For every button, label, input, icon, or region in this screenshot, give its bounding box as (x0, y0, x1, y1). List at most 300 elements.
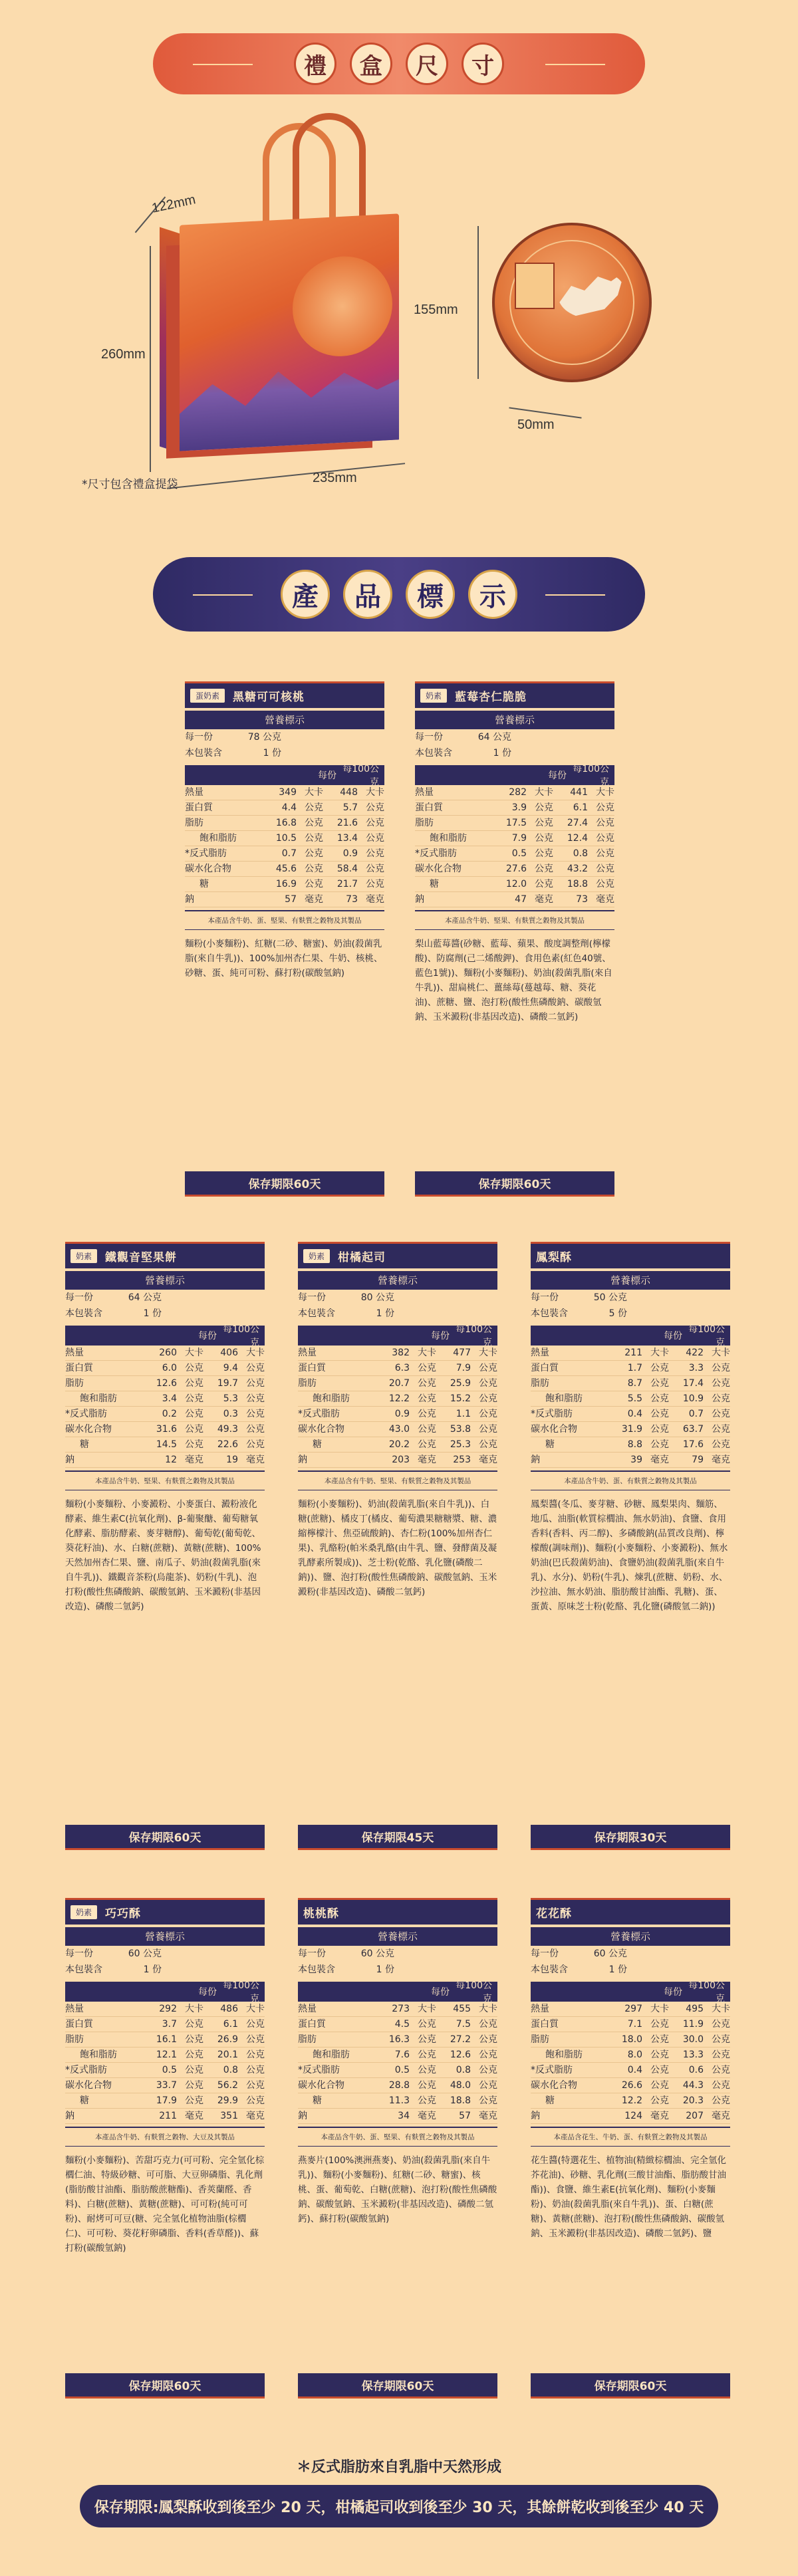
serving-size-label: 每一份 (298, 1292, 326, 1303)
nutrient-name: 蛋白質 (415, 802, 443, 813)
serving-size-label: 每一份 (298, 1948, 326, 1959)
nutrient-name: 碳水化合物 (531, 2080, 577, 2091)
allergen-note: 本產品含花生、牛奶、蛋、有麩質之穀物及其製品 (531, 2127, 730, 2147)
unit-label: 公克 (712, 1439, 730, 1450)
unit-label: 公克 (650, 1393, 669, 1404)
per-serving-value: 6.0 (162, 1363, 177, 1373)
nutrient-name: 熱量 (531, 1347, 549, 1358)
per-100g-value: 15.2 (450, 1393, 471, 1404)
nutrition-row (185, 862, 384, 877)
nutrient-name: 熱量 (65, 2004, 84, 2014)
nutrition-heading: 營養標示 (531, 1927, 730, 1946)
nutrient-name: *反式脂肪 (185, 848, 227, 859)
per-100g-value: 0.7 (688, 1409, 704, 1419)
servings-per-pack-row (65, 1306, 265, 1322)
nutrient-name: 蛋白質 (65, 2019, 93, 2030)
nutrition-row (415, 862, 614, 877)
unit-label: 毫克 (712, 2111, 730, 2121)
diet-badge: 蛋奶素 (190, 689, 225, 703)
per-serving-value: 12.0 (505, 879, 527, 889)
ingredients-text: 燕麥片(100%澳洲燕麥)、奶油(殺菌乳脂(來自牛乳))、麵粉(小麥麵粉)、紅糖(二砂、糖蜜)、核桃、蛋、葡萄乾、白糖(蔗糖)、泡打粉(酸性焦磷酸鈉、碳酸氫鈉、玉米澱粉(非基因改造)、磷酸二氫鈣)、蘇打粉(碳酸氫鈉) (298, 2155, 497, 2224)
nutrient-name: 糖 (313, 2095, 322, 2106)
per-100g-value: 27.2 (450, 2034, 471, 2045)
nutrient-name: 熱量 (298, 2004, 317, 2014)
nutrient-name: *反式脂肪 (65, 1409, 107, 1419)
nutrition-table-header (298, 1982, 497, 2002)
per-serving-value: 20.2 (388, 1439, 410, 1450)
product-name: 花花酥 (536, 1907, 572, 1921)
unit-label: 公克 (712, 1393, 730, 1404)
unit-label: 公克 (650, 2065, 669, 2075)
nutrient-name: 糖 (430, 879, 439, 889)
unit-label: 公克 (479, 1363, 497, 1373)
unit-label: 公克 (712, 2019, 730, 2030)
serving-size-label: 每一份 (415, 732, 443, 743)
ingredients-text: 花生醬(特選花生、植物油(精緻棕櫚油、完全氫化芥花油)、砂糖、乳化劑(三酸甘油酯、脂肪酸甘油酯))、食鹽、維生素E(抗氧化劑)、麵粉(小麥麵粉)、奶油(殺菌乳脂(來自牛乳))、蛋、白糖(蔗糖)、黃糖(蔗糖)、泡打粉(酸性焦磷酸鈉、碳酸氫鈉、玉米澱粉(非基因改造)、磷酸二氫鈣)、鹽 (531, 2155, 727, 2239)
per-100g-value: 18.8 (450, 2095, 471, 2106)
unit-label: 公克 (185, 2019, 203, 2030)
per-100g-value: 486 (220, 2004, 238, 2014)
nutrition-row (65, 1437, 265, 1453)
nutrition-row (298, 1437, 497, 1453)
nutrition-row (415, 816, 614, 831)
per-100g-value: 5.3 (223, 1393, 238, 1404)
unit-label: 公克 (185, 2065, 203, 2075)
per-100g-value: 25.9 (450, 1378, 471, 1389)
per-100g-value: 441 (570, 787, 588, 798)
unit-label: 毫克 (650, 1455, 669, 1465)
size-note: *尺寸包含禮盒提袋 (82, 478, 178, 491)
per-100g-value: 10.9 (682, 1393, 704, 1404)
product-card (65, 1898, 265, 2256)
nutrient-name: 蛋白質 (298, 1363, 326, 1373)
unit-label: 公克 (479, 2034, 497, 2045)
unit-label: 公克 (418, 2095, 436, 2106)
bag-width-label: 235mm (313, 471, 357, 485)
per-serving-column: 每份 (664, 1987, 682, 1998)
unit-label: 公克 (185, 1393, 203, 1404)
unit-label: 公克 (650, 2019, 669, 2030)
unit-label: 公克 (418, 2034, 436, 2045)
per-serving-value: 349 (279, 787, 297, 798)
nutrition-heading: 營養標示 (65, 1271, 265, 1290)
per-serving-value: 14.5 (156, 1439, 177, 1450)
unit-label: 公克 (185, 2034, 203, 2045)
servings-per-pack-row (531, 1962, 730, 1978)
serving-size-row (185, 729, 384, 745)
per-100g-column: 每100公克 (342, 764, 379, 788)
nutrient-name: 碳水化合物 (65, 1424, 112, 1435)
nutrient-name: *反式脂肪 (531, 2065, 573, 2075)
nutrition-row (531, 1453, 730, 1468)
allergen-note: 本產品含牛奶、蛋、堅果、有麩質之穀物及其製品 (185, 910, 384, 930)
per-serving-value: 1.7 (627, 1363, 642, 1373)
unit-label: 公克 (479, 1424, 497, 1435)
nutrient-name: 熱量 (415, 787, 434, 798)
ingredients-text: 麵粉(小麥麵粉、小麥澱粉、小麥蛋白、澱粉液化酵素、維生素C(抗氧化劑)、β-葡聚醣、葡萄糖氧化酵素、脂肪酵素、麥芽糖醇)、葡萄乾(葡萄乾、葵花籽油)、水、白糖(蔗糖)、黃糖(蔗糖)、100%天然加州杏仁果、鹽、南瓜子、奶油(殺菌乳脂(來自牛乳))、鐵觀音茶粉(烏龍茶)、奶粉(牛乳)、泡打粉(酸性焦磷酸鈉、碳酸氫鈉、玉米澱粉(非基因改造)、磷酸二氫鈣) (65, 1499, 261, 1612)
nutrient-name: 鈉 (185, 894, 194, 905)
unit-label: 大卡 (535, 787, 553, 798)
nutrition-row (65, 1453, 265, 1468)
nutrition-row (185, 800, 384, 816)
nutrition-row (65, 2017, 265, 2032)
per-100g-value: 207 (686, 2111, 704, 2121)
servings-per-pack-label: 本包裝含 (65, 1964, 102, 1975)
per-serving-value: 0.9 (394, 1409, 410, 1419)
diet-badge: 奶素 (420, 689, 447, 703)
nutrient-name: 蛋白質 (185, 802, 213, 813)
unit-label: 毫克 (479, 2111, 497, 2121)
allergen-note: 本產品含有牛奶、堅果、有麩質之穀物及其製品 (298, 1470, 497, 1490)
nutrition-row (185, 846, 384, 862)
per-serving-value: 7.9 (511, 833, 527, 844)
diet-badge: 奶素 (70, 1905, 97, 1919)
shelf-life-bar: 保存期限60天 (531, 2373, 730, 2399)
per-100g-value: 43.2 (567, 864, 588, 874)
nutrition-row (65, 2093, 265, 2109)
serving-size-label: 每一份 (65, 1948, 93, 1959)
nutrient-name: 碳水化合物 (531, 1424, 577, 1435)
unit-label: 公克 (712, 2095, 730, 2106)
nutrient-name: 飽和脂肪 (200, 833, 237, 844)
per-100g-value: 17.4 (682, 1378, 704, 1389)
product-header (185, 681, 384, 708)
per-100g-value: 5.7 (342, 802, 358, 813)
per-100g-value: 0.8 (573, 848, 588, 859)
per-100g-column: 每100公克 (688, 1980, 725, 2004)
per-100g-value: 44.3 (682, 2080, 704, 2091)
nutrition-row (415, 877, 614, 892)
per-serving-value: 8.7 (627, 1378, 642, 1389)
serving-size-value: 78 公克 (247, 732, 281, 743)
serving-size-value: 60 公克 (128, 1948, 162, 1959)
unit-label: 公克 (246, 2049, 265, 2060)
per-100g-value: 56.2 (217, 2080, 238, 2091)
nutrient-name: 脂肪 (415, 818, 434, 828)
serving-size-value: 60 公克 (360, 1948, 394, 1959)
nutrient-name: 糖 (545, 1439, 555, 1450)
unit-label: 毫克 (185, 2111, 203, 2121)
nutrient-name: 脂肪 (185, 818, 203, 828)
unit-label: 公克 (246, 1378, 265, 1389)
per-100g-column: 每100公克 (456, 1980, 492, 2004)
nutrient-name: 飽和脂肪 (545, 1393, 583, 1404)
bag-height-label: 260mm (101, 347, 146, 362)
nutrient-name: 飽和脂肪 (313, 2049, 350, 2060)
nutrition-row (298, 1422, 497, 1437)
per-serving-value: 0.4 (627, 1409, 642, 1419)
nutrition-row (531, 1407, 730, 1422)
nutrition-heading: 營養標示 (531, 1271, 730, 1290)
servings-per-pack-value: 1 份 (143, 1308, 162, 1319)
per-serving-value: 10.5 (275, 833, 297, 844)
per-serving-value: 382 (392, 1347, 410, 1358)
bag-depth-label: 122mm (150, 192, 198, 216)
nutrition-row (65, 2109, 265, 2124)
bag-width-line (167, 463, 405, 489)
servings-per-pack-value: 1 份 (376, 1964, 394, 1975)
unit-label: 公克 (185, 1409, 203, 1419)
product-header (65, 1898, 265, 1925)
per-100g-value: 7.9 (456, 1363, 471, 1373)
nutrient-name: 碳水化合物 (185, 864, 231, 874)
servings-per-pack-value: 1 份 (143, 1964, 162, 1975)
per-serving-value: 16.3 (388, 2034, 410, 2045)
nutrition-heading: 營養標示 (298, 1927, 497, 1946)
nutrition-row (185, 892, 384, 907)
unit-label: 毫克 (418, 1455, 436, 1465)
product-header (415, 681, 614, 708)
cookie-tin-image (492, 223, 652, 382)
servings-per-pack-label: 本包裝含 (531, 1308, 568, 1319)
unit-label: 大卡 (596, 787, 614, 798)
per-serving-value: 12.1 (156, 2049, 177, 2060)
banner-flourish-left (193, 64, 253, 65)
unit-label: 公克 (366, 848, 384, 859)
per-serving-value: 4.5 (394, 2019, 410, 2030)
per-100g-value: 0.9 (342, 848, 358, 859)
nutrition-row (65, 2002, 265, 2017)
per-100g-value: 406 (220, 1347, 238, 1358)
unit-label: 公克 (185, 1439, 203, 1450)
unit-label: 毫克 (246, 2111, 265, 2121)
nutrition-row (531, 2048, 730, 2063)
product-card (298, 1898, 497, 2226)
per-serving-value: 282 (509, 787, 527, 798)
per-serving-value: 0.2 (162, 1409, 177, 1419)
per-serving-value: 3.7 (162, 2019, 177, 2030)
per-100g-value: 26.9 (217, 2034, 238, 2045)
nutrition-table-header (65, 1982, 265, 2002)
unit-label: 公克 (246, 2065, 265, 2075)
nutrition-row (415, 831, 614, 846)
unit-label: 公克 (535, 879, 553, 889)
per-100g-value: 29.9 (217, 2095, 238, 2106)
nutrition-row (298, 2109, 497, 2124)
nutrition-row (298, 2017, 497, 2032)
product-name: 鳳梨酥 (536, 1251, 572, 1264)
nutrition-row (298, 1376, 497, 1391)
per-serving-value: 203 (392, 1455, 410, 1465)
per-serving-value: 7.1 (627, 2019, 642, 2030)
per-100g-value: 12.6 (450, 2049, 471, 2060)
nutrition-row (298, 2078, 497, 2093)
serving-size-row (415, 729, 614, 745)
nutrition-row (298, 1407, 497, 1422)
unit-label: 大卡 (479, 2004, 497, 2014)
per-100g-value: 11.9 (682, 2019, 704, 2030)
per-serving-value: 211 (624, 1347, 642, 1358)
nutrient-name: 糖 (313, 1439, 322, 1450)
banner-char: 盒 (350, 43, 392, 85)
per-serving-value: 16.9 (275, 879, 297, 889)
nutrient-name: 熱量 (65, 1347, 84, 1358)
serving-size-label: 每一份 (531, 1948, 559, 1959)
bag-handle-back (293, 113, 366, 233)
per-100g-value: 448 (340, 787, 358, 798)
per-serving-value: 27.6 (505, 864, 527, 874)
shelf-life-bar: 保存期限60天 (298, 2373, 497, 2399)
unit-label: 公克 (650, 1378, 669, 1389)
banner-char: 禮 (294, 43, 336, 85)
nutrition-row (65, 1422, 265, 1437)
unit-label: 毫克 (479, 1455, 497, 1465)
unit-label: 公克 (305, 879, 323, 889)
nutrient-name: 蛋白質 (65, 1363, 93, 1373)
unit-label: 毫克 (185, 1455, 203, 1465)
nutrition-row (531, 2017, 730, 2032)
unit-label: 毫克 (535, 894, 553, 905)
per-100g-value: 73 (346, 894, 358, 905)
banner-char: 標 (406, 570, 455, 619)
product-card (65, 1242, 265, 1614)
per-serving-column: 每份 (548, 770, 567, 781)
gift-box-size-banner (153, 33, 645, 94)
allergen-note: 本產品含牛奶、有麩質之穀物、大豆及其製品 (65, 2127, 265, 2147)
bag-mountain-graphic (180, 346, 399, 451)
per-serving-value: 12 (165, 1455, 177, 1465)
unit-label: 公克 (418, 2080, 436, 2091)
unit-label: 公克 (246, 2034, 265, 2045)
per-100g-value: 0.8 (223, 2065, 238, 2075)
unit-label: 公克 (305, 818, 323, 828)
unit-label: 公克 (650, 2034, 669, 2045)
nutrient-name: 脂肪 (531, 1378, 549, 1389)
product-card (298, 1242, 497, 1599)
serving-size-value: 64 公克 (128, 1292, 162, 1303)
product-header (298, 1242, 497, 1268)
per-100g-value: 20.3 (682, 2095, 704, 2106)
per-100g-value: 63.7 (682, 1424, 704, 1435)
nutrition-row (65, 1407, 265, 1422)
per-serving-value: 273 (392, 2004, 410, 2014)
nutrition-row (298, 2063, 497, 2078)
product-name: 柑橘起司 (338, 1251, 386, 1264)
unit-label: 公克 (246, 2080, 265, 2091)
nutrition-table-header (531, 1326, 730, 1346)
nutrient-name: 糖 (80, 2095, 89, 2106)
unit-label: 公克 (185, 2080, 203, 2091)
nutrient-name: 鈉 (65, 1455, 74, 1465)
unit-label: 大卡 (650, 2004, 669, 2014)
unit-label: 公克 (366, 879, 384, 889)
serving-size-row (65, 1290, 265, 1306)
per-serving-column: 每份 (318, 770, 336, 781)
nutrition-row (298, 1453, 497, 1468)
per-serving-value: 16.8 (275, 818, 297, 828)
unit-label: 公克 (418, 1363, 436, 1373)
unit-label: 公克 (650, 2049, 669, 2060)
servings-per-pack-row (65, 1962, 265, 1978)
nutrition-row (531, 1346, 730, 1361)
nutrition-row (65, 2063, 265, 2078)
nutrition-row (298, 2002, 497, 2017)
servings-per-pack-value: 1 份 (263, 748, 281, 759)
allergen-note: 本產品含牛奶、蛋、有麩質之穀物及其製品 (531, 1470, 730, 1490)
serving-size-value: 60 公克 (593, 1948, 627, 1959)
nutrient-name: *反式脂肪 (298, 1409, 340, 1419)
product-header (531, 1898, 730, 1925)
unit-label: 公克 (366, 818, 384, 828)
tin-height-label: 155mm (414, 302, 458, 317)
per-serving-value: 8.0 (627, 2049, 642, 2060)
unit-label: 公克 (305, 833, 323, 844)
unit-label: 公克 (418, 1439, 436, 1450)
per-serving-value: 4.4 (281, 802, 297, 813)
per-100g-value: 13.4 (336, 833, 358, 844)
per-serving-value: 211 (159, 2111, 177, 2121)
nutrient-name: 鈉 (298, 2111, 307, 2121)
nutrient-name: 飽和脂肪 (313, 1393, 350, 1404)
banner-char: 尺 (406, 43, 448, 85)
nutrient-name: 脂肪 (298, 1378, 317, 1389)
nutrition-heading: 營養標示 (298, 1271, 497, 1290)
unit-label: 公克 (596, 818, 614, 828)
servings-per-pack-value: 5 份 (608, 1308, 627, 1319)
per-100g-value: 27.4 (567, 818, 588, 828)
nutrient-name: 蛋白質 (531, 1363, 559, 1373)
nutrient-name: 碳水化合物 (298, 2080, 344, 2091)
nutrient-name: 熱量 (531, 2004, 549, 2014)
per-serving-value: 17.9 (156, 2095, 177, 2106)
unit-label: 公克 (479, 2049, 497, 2060)
nutrition-row (415, 785, 614, 800)
per-serving-value: 43.0 (388, 1424, 410, 1435)
unit-label: 公克 (366, 864, 384, 874)
nutrition-row (298, 2032, 497, 2048)
nutrition-row (415, 800, 614, 816)
allergen-note: 本產品含牛奶、堅果、有麩質之穀物及其製品 (65, 1470, 265, 1490)
nutrition-row (298, 1346, 497, 1361)
shelf-life-bar: 保存期限60天 (415, 1171, 614, 1197)
unit-label: 公克 (305, 864, 323, 874)
nutrition-row (531, 2063, 730, 2078)
unit-label: 公克 (185, 2049, 203, 2060)
per-serving-value: 26.6 (621, 2080, 642, 2091)
nutrition-row (531, 1361, 730, 1376)
per-100g-value: 30.0 (682, 2034, 704, 2045)
unit-label: 公克 (650, 1409, 669, 1419)
nutrition-row (415, 892, 614, 907)
nutrition-row (415, 846, 614, 862)
bag-moon-graphic (293, 254, 392, 359)
unit-label: 公克 (479, 1393, 497, 1404)
per-100g-value: 9.4 (223, 1363, 238, 1373)
per-serving-value: 0.5 (394, 2065, 410, 2075)
nutrition-row (65, 1361, 265, 1376)
unit-label: 公克 (246, 2019, 265, 2030)
unit-label: 公克 (418, 1424, 436, 1435)
unit-label: 公克 (246, 1439, 265, 1450)
unit-label: 大卡 (185, 1347, 203, 1358)
servings-per-pack-label: 本包裝含 (185, 748, 222, 759)
ingredients-text: 麵粉(小麥麵粉)、奶油(殺菌乳脂(來自牛乳))、白糖(蔗糖)、橘皮丁(橘皮、葡萄濃果糖糖漿、糖、濃縮檸檬汁、焦亞硫酸鈉)、杏仁粉(100%加州杏仁果)、乳酪粉(帕米桑乳酪(由牛乳、鹽、發酵菌及凝乳酵素所製成))、芝士粉(乾酪、乳化鹽(磷酸二鈉))、鹽、泡打粉(酸性焦磷酸鈉、碳酸氫鈉、玉米澱粉(非基因改造)、磷酸二氫鈣) (298, 1499, 497, 1597)
per-100g-value: 49.3 (217, 1424, 238, 1435)
per-100g-value: 73 (576, 894, 588, 905)
servings-per-pack-label: 本包裝含 (531, 1964, 568, 1975)
product-name: 藍莓杏仁脆脆 (455, 691, 527, 704)
per-100g-value: 0.3 (223, 1409, 238, 1419)
unit-label: 公克 (712, 2049, 730, 2060)
unit-label: 公克 (712, 1424, 730, 1435)
unit-label: 公克 (479, 2095, 497, 2106)
per-serving-value: 297 (624, 2004, 642, 2014)
tin-depth-label: 50mm (517, 417, 555, 432)
unit-label: 大卡 (418, 1347, 436, 1358)
diet-badge: 奶素 (303, 1249, 330, 1263)
unit-label: 公克 (650, 2080, 669, 2091)
nutrient-name: 碳水化合物 (65, 2080, 112, 2091)
